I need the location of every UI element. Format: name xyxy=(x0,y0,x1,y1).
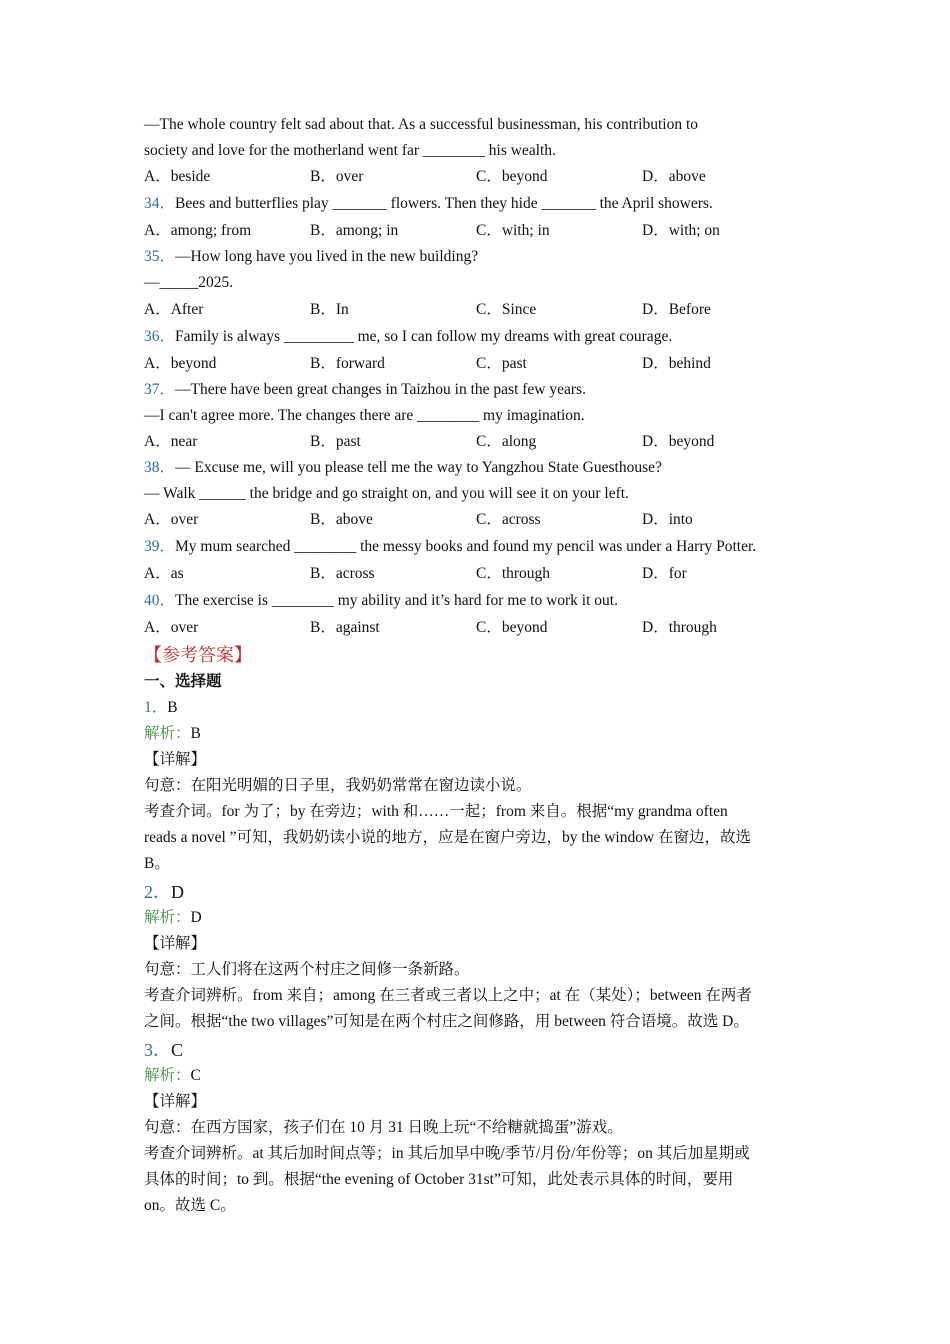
answer-letter: D xyxy=(171,882,184,902)
option-b: B．among; in xyxy=(310,222,399,239)
option-a: A．as xyxy=(144,565,184,582)
question-number: 37． xyxy=(144,381,176,398)
question-text: —I can't agree more. The changes there are ________ my imagination. xyxy=(144,407,585,424)
question-number: 40． xyxy=(144,592,176,609)
option-a: A．After xyxy=(144,301,204,318)
analysis-label: 解析： xyxy=(144,725,191,742)
detail-text: 考查介词辨析。from 来自；among 在三者或三者以上之中；at 在（某处）；between 在两者 xyxy=(144,987,752,1004)
option-c: C．along xyxy=(476,433,537,450)
analysis-value: D xyxy=(190,909,202,926)
detail-text: 具体的时间；to 到。根据“the evening of October 31st”可知，此处表示具体的时间，要用 xyxy=(144,1171,734,1188)
question-text: society and love for the motherland went far ________ his wealth. xyxy=(144,142,556,159)
option-d: D．with; on xyxy=(642,222,720,239)
analysis-label: 解析： xyxy=(144,909,191,926)
option-d: D．Before xyxy=(642,301,711,318)
option-a: A．over xyxy=(144,619,199,636)
answer-letter: B xyxy=(167,699,178,716)
detail-text: 句意：在西方国家，孩子们在 10 月 31 日晚上玩“不给糖就捣蛋”游戏。 xyxy=(144,1119,623,1136)
option-d: D．for xyxy=(642,565,687,582)
option-a: A．among; from xyxy=(144,222,252,239)
question-text: Family is always _________ me, so I can follow my dreams with great courage. xyxy=(175,328,673,345)
question-36 xyxy=(144,323,814,377)
option-b: B．past xyxy=(310,433,361,450)
option-d: D．above xyxy=(642,168,706,185)
option-d: D．beyond xyxy=(642,433,715,450)
options-row xyxy=(144,296,814,323)
question-35 xyxy=(144,244,814,323)
question-39 xyxy=(144,533,814,587)
question-33-continuation xyxy=(144,112,814,190)
answer-number: 3． xyxy=(144,1040,171,1060)
document-page xyxy=(144,112,814,1219)
question-text: Bees and butterflies play _______ flowers. Then they hide _______ the April showers. xyxy=(175,195,713,212)
option-b: B．against xyxy=(310,619,380,636)
question-number: 39． xyxy=(144,538,176,555)
detail-text: 考查介词。for 为了；by 在旁边；with 和……一起；from 来自。根据“my grandma often xyxy=(144,803,728,820)
option-a: A．beyond xyxy=(144,355,217,372)
question-37 xyxy=(144,377,814,455)
question-text: —How long have you lived in the new building? xyxy=(175,248,479,265)
question-text: —_____2025. xyxy=(144,274,234,291)
answer-number: 2． xyxy=(144,882,171,902)
detail-text: 句意：在阳光明媚的日子里，我奶奶常常在窗边读小说。 xyxy=(144,777,532,794)
detail-text: 之间。根据“the two villages”可知是在两个村庄之间修路，用 between 符合语境。故选 D。 xyxy=(144,1013,749,1030)
option-c: C．with; in xyxy=(476,222,550,239)
detail-text: on。故选 C。 xyxy=(144,1197,236,1214)
option-c: C．past xyxy=(476,355,527,372)
option-d: D．behind xyxy=(642,355,711,372)
option-d: D．through xyxy=(642,619,717,636)
question-text: — Walk ______ the bridge and go straight on, and you will see it on your left. xyxy=(144,485,629,502)
answer-key-heading: 【参考答案】 xyxy=(144,645,252,665)
detail-text: 考查介词辨析。at 其后加时间点等；in 其后加早中晚/季节/月份/年份等；on 其后加星期或 xyxy=(144,1145,750,1162)
detail-label: 【详解】 xyxy=(144,935,207,952)
question-number: 36． xyxy=(144,328,176,345)
detail-label: 【详解】 xyxy=(144,1093,207,1110)
option-b: B．In xyxy=(310,301,349,318)
detail-label: 【详解】 xyxy=(144,751,207,768)
answer-2 xyxy=(144,877,814,1035)
question-text: —There have been great changes in Taizhou in the past few years. xyxy=(175,381,586,398)
question-number: 35． xyxy=(144,248,176,265)
question-number: 38． xyxy=(144,459,176,476)
option-b: B．over xyxy=(310,168,364,185)
option-b: B．forward xyxy=(310,355,385,372)
option-c: C．beyond xyxy=(476,619,548,636)
option-a: A．beside xyxy=(144,168,211,185)
question-text: — Excuse me, will you please tell me the way to Yangzhou State Guesthouse? xyxy=(175,459,662,476)
section-heading: 一、选择题 xyxy=(144,673,222,690)
answer-3 xyxy=(144,1035,814,1219)
analysis-value: B xyxy=(190,725,201,742)
options-row xyxy=(144,217,814,244)
answer-1 xyxy=(144,695,814,877)
question-text: —The whole country felt sad about that. As a successful businessman, his contribution to xyxy=(144,116,699,133)
option-c: C．beyond xyxy=(476,168,548,185)
answer-number: 1． xyxy=(144,699,168,716)
analysis-label: 解析： xyxy=(144,1067,191,1084)
option-d: D．into xyxy=(642,511,693,528)
option-a: A．near xyxy=(144,433,198,450)
question-40 xyxy=(144,587,814,641)
option-a: A．over xyxy=(144,511,199,528)
options-row xyxy=(144,164,814,190)
options-row xyxy=(144,350,814,377)
options-row xyxy=(144,614,814,641)
option-c: C．across xyxy=(476,511,541,528)
question-38 xyxy=(144,455,814,533)
question-number: 34． xyxy=(144,195,176,212)
option-c: C．through xyxy=(476,565,551,582)
options-row xyxy=(144,507,814,533)
detail-text: 句意：工人们将在这两个村庄之间修一条新路。 xyxy=(144,961,470,978)
options-row xyxy=(144,560,814,587)
option-b: B．across xyxy=(310,565,375,582)
analysis-value: C xyxy=(190,1067,201,1084)
question-34 xyxy=(144,190,814,244)
question-text: My mum searched ________ the messy books and found my pencil was under a Harry Potter. xyxy=(175,538,757,555)
answer-letter: C xyxy=(171,1040,184,1060)
option-c: C．Since xyxy=(476,301,537,318)
options-row xyxy=(144,429,814,455)
detail-text: B。 xyxy=(144,855,170,872)
detail-text: reads a novel ”可知，我奶奶读小说的地方，应是在窗户旁边，by the window 在窗边，故选 xyxy=(144,829,752,846)
question-text: The exercise is ________ my ability and it’s hard for me to work it out. xyxy=(175,592,618,609)
option-b: B．above xyxy=(310,511,373,528)
